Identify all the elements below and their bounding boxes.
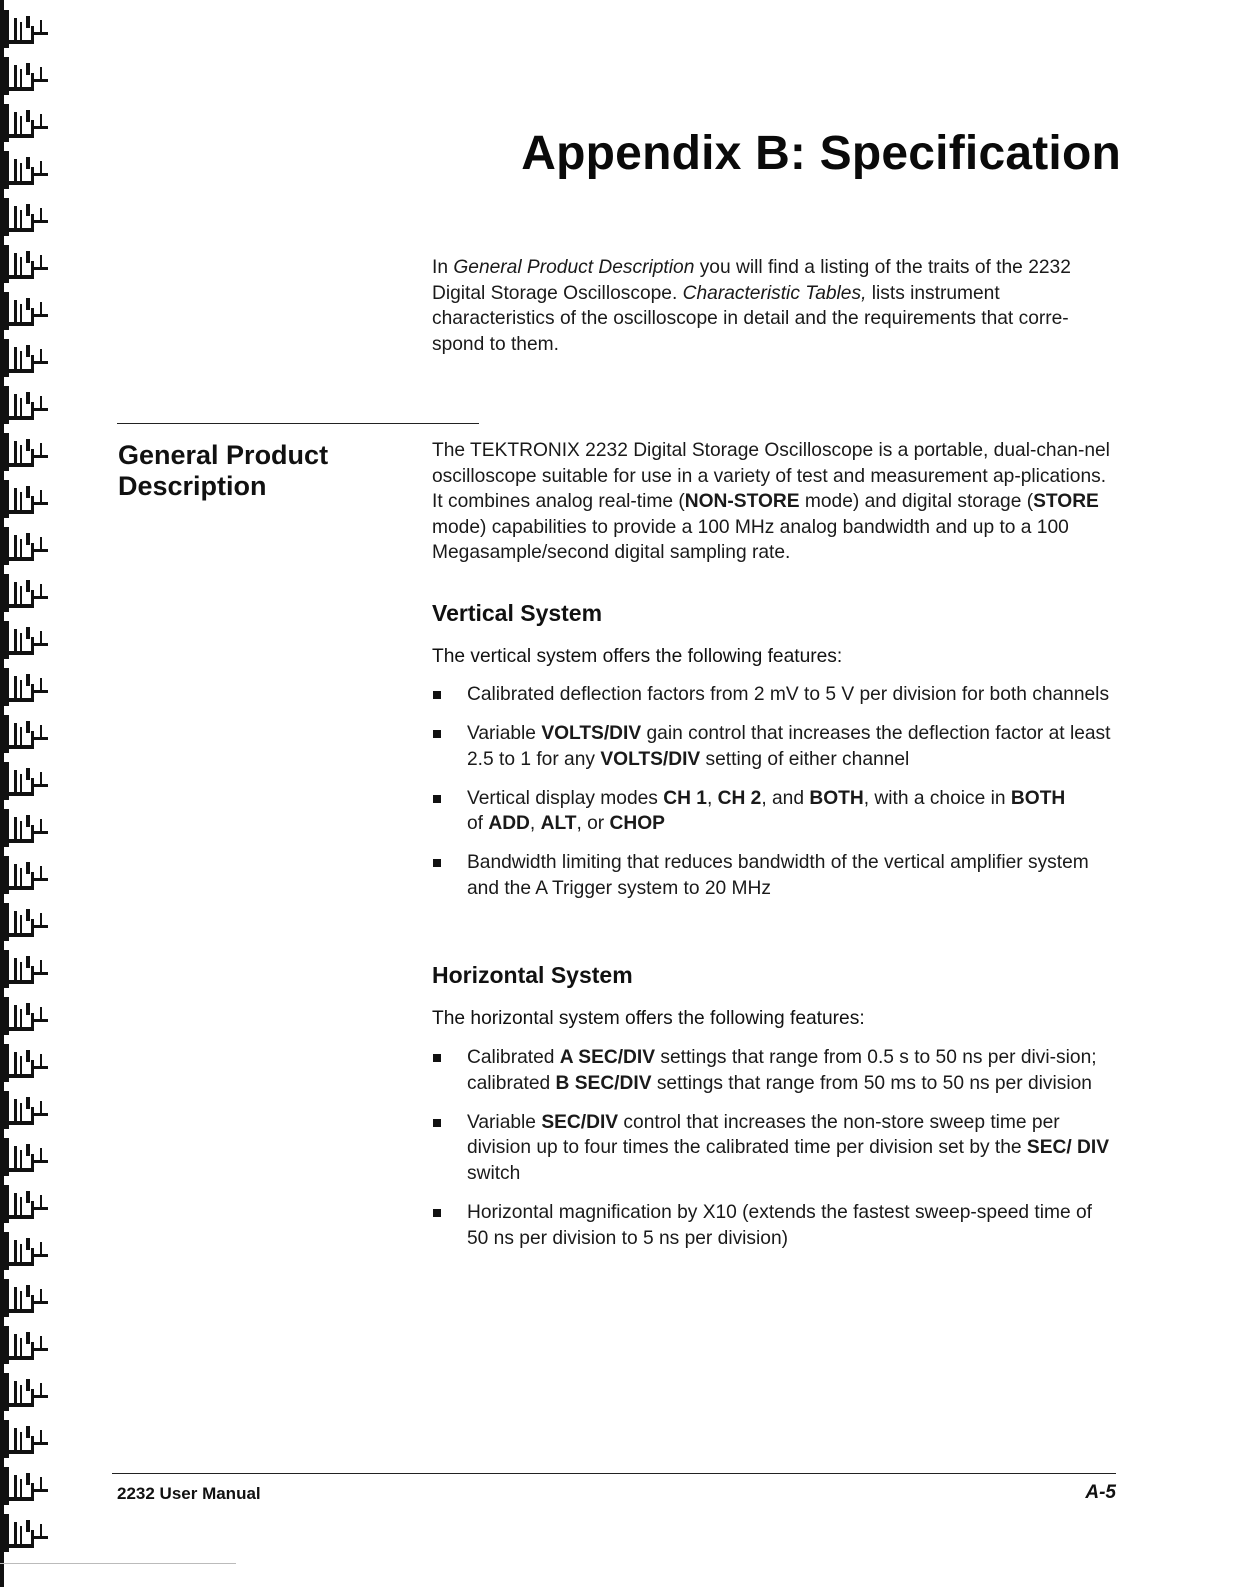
binding-mark <box>34 690 48 693</box>
binding-mark <box>40 1289 42 1301</box>
binding-mark <box>31 1201 34 1219</box>
binding-mark <box>34 596 48 599</box>
bullet-square-icon <box>433 859 441 867</box>
binding-mark <box>26 392 30 404</box>
binding-mark <box>4 574 9 612</box>
list-item: Horizontal magnification by X10 (extends the fastest sweep-speed time of 50 ns per division to 5 ns per division) <box>432 1200 1112 1251</box>
binding-mark <box>40 161 42 173</box>
binding-mark <box>20 1385 22 1403</box>
binding-mark <box>20 492 22 510</box>
binding-mark <box>34 549 48 552</box>
vertical-features-list <box>432 682 1112 915</box>
horizontal-system-lead: The horizontal system offers the following features: <box>432 1008 865 1029</box>
binding-mark <box>4 1232 9 1270</box>
binding-mark <box>14 1052 17 1074</box>
binding-mark <box>34 314 48 317</box>
binding-mark <box>40 1007 42 1019</box>
binding-mark <box>9 1215 31 1219</box>
binding-mark <box>9 933 31 937</box>
intro-paragraph: In General Product Description you will find a listing of the traits of the 2232 Digital Storage Oscilloscope. Characteristic Tables, lists instrument characteristics of the oscilloscope in detail and the requirements that corre-spond to them. <box>432 257 1071 355</box>
binding-mark <box>26 63 30 75</box>
binding-mark <box>31 214 34 232</box>
binding-mark <box>20 398 22 416</box>
binding-mark <box>14 112 17 134</box>
binding-mark <box>31 167 34 185</box>
binding-mark <box>26 1379 30 1391</box>
binding-mark <box>14 488 17 510</box>
binding-mark <box>31 872 34 890</box>
binding-mark <box>4 433 9 471</box>
binding-mark <box>9 1027 31 1031</box>
list-item: Bandwidth limiting that reduces bandwidth of the vertical amplifier system and the A Trigger system to 20 MHz <box>432 850 1112 901</box>
binding-mark <box>26 1191 30 1203</box>
binding-mark <box>26 815 30 827</box>
binding-mark <box>34 1348 48 1351</box>
vertical-system-heading: Vertical System <box>432 600 603 626</box>
binding-mark <box>9 416 31 420</box>
binding-mark <box>31 1530 34 1548</box>
binding-mark <box>40 725 42 737</box>
binding-mark <box>31 1154 34 1172</box>
horizontal-system-heading: Horizontal System <box>432 962 633 988</box>
binding-mark <box>14 347 17 369</box>
binding-mark <box>31 1295 34 1313</box>
binding-mark <box>31 966 34 984</box>
binding-mark <box>9 557 31 561</box>
binding-mark <box>4 1420 9 1458</box>
binding-mark <box>31 26 34 44</box>
binding-mark <box>20 1056 22 1074</box>
binding-mark <box>20 116 22 134</box>
binding-mark <box>9 1497 31 1501</box>
binding-mark <box>9 1544 31 1548</box>
binding-mark <box>31 825 34 843</box>
binding-mark <box>14 1146 17 1168</box>
binding-mark <box>26 580 30 592</box>
binding-mark <box>9 369 31 373</box>
binding-mark <box>9 1450 31 1454</box>
bullet-square-icon <box>433 691 441 699</box>
bottom-edge-rule <box>0 1563 236 1564</box>
binding-mark <box>34 1160 48 1163</box>
binding-mark <box>26 1426 30 1438</box>
list-item: Variable VOLTS/DIV gain control that increases the deflection factor at least 2.5 to 1 for any VOLTS/DIV setting of either channel <box>432 721 1112 772</box>
binding-mark <box>31 1436 34 1454</box>
binding-mark <box>26 627 30 639</box>
binding-mark <box>9 1403 31 1407</box>
footer-manual-title: 2232 User Manual <box>117 1484 261 1503</box>
binding-mark <box>40 1242 42 1254</box>
binding-mark <box>34 267 48 270</box>
binding-mark <box>20 680 22 698</box>
binding-mark <box>34 643 48 646</box>
list-item: Calibrated deflection factors from 2 mV to 5 V per division for both channels <box>432 682 1112 708</box>
binding-mark <box>4 903 9 941</box>
binding-mark <box>14 253 17 275</box>
binding-mark <box>40 772 42 784</box>
binding-mark <box>20 1150 22 1168</box>
binding-mark <box>20 915 22 933</box>
vertical-system-lead: The vertical system offers the following features: <box>432 646 843 667</box>
binding-mark <box>20 69 22 87</box>
binding-mark <box>4 1138 9 1176</box>
binding-mark <box>31 1389 34 1407</box>
binding-mark <box>26 1144 30 1156</box>
binding-mark <box>34 220 48 223</box>
binding-mark <box>9 134 31 138</box>
binding-mark <box>26 345 30 357</box>
binding-mark <box>26 674 30 686</box>
binding-mark <box>20 633 22 651</box>
binding-mark <box>40 584 42 596</box>
binding-mark <box>20 1244 22 1262</box>
binding-mark <box>20 539 22 557</box>
binding-mark <box>4 10 9 48</box>
binding-mark <box>14 1522 17 1544</box>
page-title: Appendix B: Specification <box>521 127 1121 180</box>
binding-mark <box>40 302 42 314</box>
binding-mark <box>26 1003 30 1015</box>
binding-mark <box>26 533 30 545</box>
binding-mark <box>14 300 17 322</box>
binding-mark <box>40 20 42 32</box>
binding-mark <box>14 676 17 698</box>
binding-mark <box>4 1091 9 1129</box>
binding-mark <box>26 1285 30 1297</box>
binding-mark <box>9 792 31 796</box>
binding-mark <box>14 1287 17 1309</box>
binding-mark <box>40 1336 42 1348</box>
binding-mark <box>31 496 34 514</box>
bullet-square-icon <box>433 730 441 738</box>
binding-mark <box>34 361 48 364</box>
binding-mark <box>31 449 34 467</box>
binding-mark <box>9 1309 31 1313</box>
binding-mark <box>4 668 9 706</box>
binding-mark <box>9 980 31 984</box>
binding-mark <box>4 151 9 189</box>
binding-mark <box>20 1479 22 1497</box>
binding-mark <box>40 960 42 972</box>
binding-mark <box>4 527 9 565</box>
binding-mark <box>4 621 9 659</box>
binding-mark <box>40 443 42 455</box>
binding-mark <box>31 308 34 326</box>
binding-mark <box>14 65 17 87</box>
binding-mark <box>4 1467 9 1505</box>
binding-mark <box>9 698 31 702</box>
binding-mark <box>4 856 9 894</box>
binding-mark <box>34 1301 48 1304</box>
binding-mark <box>14 958 17 980</box>
binding-mark <box>9 40 31 44</box>
binding-mark <box>40 819 42 831</box>
binding-mark <box>40 678 42 690</box>
binding-mark <box>9 886 31 890</box>
binding-mark <box>4 57 9 95</box>
binding-mark <box>20 586 22 604</box>
footer-rule <box>112 1473 1116 1474</box>
binding-edge-marks <box>0 0 60 1587</box>
binding-mark <box>34 1254 48 1257</box>
binding-mark <box>14 723 17 745</box>
binding-mark <box>31 731 34 749</box>
binding-mark <box>4 1514 9 1552</box>
binding-mark <box>14 911 17 933</box>
binding-mark <box>40 396 42 408</box>
binding-mark <box>20 351 22 369</box>
binding-mark <box>9 1168 31 1172</box>
binding-mark <box>20 1291 22 1309</box>
binding-mark <box>40 1148 42 1160</box>
binding-mark <box>4 480 9 518</box>
binding-mark <box>20 1009 22 1027</box>
binding-mark <box>31 637 34 655</box>
binding-mark <box>4 809 9 847</box>
binding-mark <box>31 1013 34 1031</box>
binding-mark <box>20 1197 22 1215</box>
binding-mark <box>14 394 17 416</box>
bullet-square-icon <box>433 1054 441 1062</box>
binding-mark <box>31 1060 34 1078</box>
binding-mark <box>20 1526 22 1544</box>
binding-mark <box>26 862 30 874</box>
binding-mark <box>31 684 34 702</box>
binding-mark <box>14 864 17 886</box>
binding-mark <box>34 1207 48 1210</box>
binding-mark <box>4 245 9 283</box>
binding-mark <box>31 919 34 937</box>
binding-mark <box>20 22 22 40</box>
binding-mark <box>20 1432 22 1450</box>
binding-mark <box>26 251 30 263</box>
binding-mark <box>26 110 30 122</box>
binding-mark <box>9 604 31 608</box>
binding-mark <box>20 445 22 463</box>
binding-mark <box>26 956 30 968</box>
binding-mark <box>26 721 30 733</box>
bullet-square-icon <box>433 795 441 803</box>
binding-mark <box>31 355 34 373</box>
binding-mark <box>4 1279 9 1317</box>
binding-mark <box>34 173 48 176</box>
binding-mark <box>31 120 34 138</box>
binding-mark <box>34 878 48 881</box>
binding-mark <box>34 831 48 834</box>
binding-mark <box>31 543 34 561</box>
binding-mark <box>20 868 22 886</box>
binding-mark <box>40 67 42 79</box>
binding-mark <box>34 79 48 82</box>
binding-mark <box>40 1101 42 1113</box>
binding-mark <box>9 1356 31 1360</box>
binding-mark <box>31 1342 34 1360</box>
list-item: Variable SEC/DIV control that increases the non-store sweep time per division up to four times the calibrated time per division set by the SEC/ DIV switch <box>432 1110 1112 1187</box>
binding-mark <box>34 408 48 411</box>
binding-mark <box>40 913 42 925</box>
binding-mark <box>4 386 9 424</box>
footer-page-number: A-5 <box>1085 1482 1116 1503</box>
binding-mark <box>40 1477 42 1489</box>
binding-mark <box>9 87 31 91</box>
binding-mark <box>34 1066 48 1069</box>
binding-mark <box>34 784 48 787</box>
binding-mark <box>40 349 42 361</box>
binding-mark <box>20 774 22 792</box>
binding-mark <box>34 1489 48 1492</box>
binding-mark <box>26 298 30 310</box>
binding-mark <box>40 866 42 878</box>
binding-mark <box>4 339 9 377</box>
binding-mark <box>34 1442 48 1445</box>
binding-mark <box>20 163 22 181</box>
binding-mark <box>26 1520 30 1532</box>
binding-mark <box>34 1395 48 1398</box>
binding-mark <box>34 1113 48 1116</box>
binding-mark <box>14 1428 17 1450</box>
binding-mark <box>40 114 42 126</box>
binding-mark <box>26 909 30 921</box>
binding-mark <box>34 502 48 505</box>
binding-mark <box>20 1338 22 1356</box>
list-item: Vertical display modes CH 1, CH 2, and BOTH, with a choice in BOTH of ADD, ALT, or CHOP <box>432 786 1112 837</box>
binding-mark <box>9 181 31 185</box>
list-item: Calibrated A SEC/DIV settings that range from 0.5 s to 50 ns per divi-sion; calibrated B SEC/DIV settings that range from 50 ms to 50 ns per division <box>432 1045 1112 1096</box>
binding-mark <box>14 535 17 557</box>
binding-mark <box>9 275 31 279</box>
binding-mark <box>4 292 9 330</box>
binding-mark <box>31 1107 34 1125</box>
binding-mark <box>20 1103 22 1121</box>
binding-mark <box>14 1381 17 1403</box>
binding-mark <box>34 126 48 129</box>
binding-mark <box>9 510 31 514</box>
section-heading: General Product Description <box>118 440 329 501</box>
bullet-square-icon <box>433 1209 441 1217</box>
binding-mark <box>26 204 30 216</box>
binding-mark <box>34 925 48 928</box>
binding-mark <box>20 257 22 275</box>
binding-mark <box>26 486 30 498</box>
binding-mark <box>34 737 48 740</box>
binding-mark <box>4 1326 9 1364</box>
binding-mark <box>34 1019 48 1022</box>
binding-mark <box>9 839 31 843</box>
binding-mark <box>9 1262 31 1266</box>
binding-mark <box>4 1185 9 1223</box>
binding-mark <box>34 455 48 458</box>
horizontal-features-list <box>432 1045 1112 1265</box>
binding-mark <box>4 762 9 800</box>
binding-mark <box>26 1050 30 1062</box>
binding-mark <box>14 18 17 40</box>
binding-mark <box>4 997 9 1035</box>
binding-mark <box>20 962 22 980</box>
binding-mark <box>4 104 9 142</box>
binding-mark <box>40 537 42 549</box>
binding-mark <box>40 1430 42 1442</box>
binding-mark <box>31 261 34 279</box>
binding-mark <box>31 73 34 91</box>
binding-mark <box>4 1044 9 1082</box>
binding-mark <box>14 159 17 181</box>
binding-mark <box>14 1005 17 1027</box>
bullet-square-icon <box>433 1119 441 1127</box>
binding-mark <box>26 768 30 780</box>
binding-mark <box>40 1054 42 1066</box>
binding-mark <box>31 1483 34 1501</box>
binding-mark <box>9 651 31 655</box>
binding-mark <box>26 1473 30 1485</box>
binding-mark <box>4 950 9 988</box>
binding-mark <box>40 208 42 220</box>
binding-mark <box>26 439 30 451</box>
binding-mark <box>20 727 22 745</box>
binding-mark <box>40 1195 42 1207</box>
binding-mark <box>9 463 31 467</box>
binding-mark <box>26 1097 30 1109</box>
binding-mark <box>4 1373 9 1411</box>
binding-mark <box>31 402 34 420</box>
binding-mark <box>31 590 34 608</box>
binding-mark <box>34 972 48 975</box>
binding-mark <box>14 817 17 839</box>
binding-mark <box>40 1524 42 1536</box>
binding-mark <box>31 1248 34 1266</box>
binding-mark <box>14 582 17 604</box>
binding-mark <box>9 745 31 749</box>
binding-mark <box>14 770 17 792</box>
binding-mark <box>9 1121 31 1125</box>
binding-mark <box>9 1074 31 1078</box>
binding-mark <box>14 206 17 228</box>
binding-mark <box>14 441 17 463</box>
binding-mark <box>20 821 22 839</box>
binding-mark <box>14 1334 17 1356</box>
binding-mark <box>34 1536 48 1539</box>
binding-mark <box>40 1383 42 1395</box>
binding-mark <box>40 631 42 643</box>
binding-mark <box>26 16 30 28</box>
binding-mark <box>14 1240 17 1262</box>
binding-mark <box>40 255 42 267</box>
binding-mark <box>26 1238 30 1250</box>
binding-mark <box>14 1193 17 1215</box>
section-rule <box>117 423 479 424</box>
binding-mark <box>4 715 9 753</box>
binding-mark <box>0 0 4 1587</box>
binding-mark <box>4 198 9 236</box>
binding-mark <box>14 1475 17 1497</box>
binding-mark <box>14 1099 17 1121</box>
binding-mark <box>40 490 42 502</box>
binding-mark <box>34 32 48 35</box>
binding-mark <box>20 304 22 322</box>
binding-mark <box>31 778 34 796</box>
binding-mark <box>26 157 30 169</box>
binding-mark <box>20 210 22 228</box>
binding-mark <box>9 228 31 232</box>
binding-mark <box>14 629 17 651</box>
general-description-paragraph: The TEKTRONIX 2232 Digital Storage Oscilloscope is a portable, dual-chan-nel oscilloscope suitable for use in a variety of test and measurement ap-plications. It combines analog real-time (NON-STORE mode) and digital storage (STORE mode) capabilities to provide a 100 MHz analog bandwidth and up to a 100 Megasample/second digital sampling rate. <box>432 440 1110 564</box>
binding-mark <box>9 322 31 326</box>
binding-mark <box>26 1332 30 1344</box>
